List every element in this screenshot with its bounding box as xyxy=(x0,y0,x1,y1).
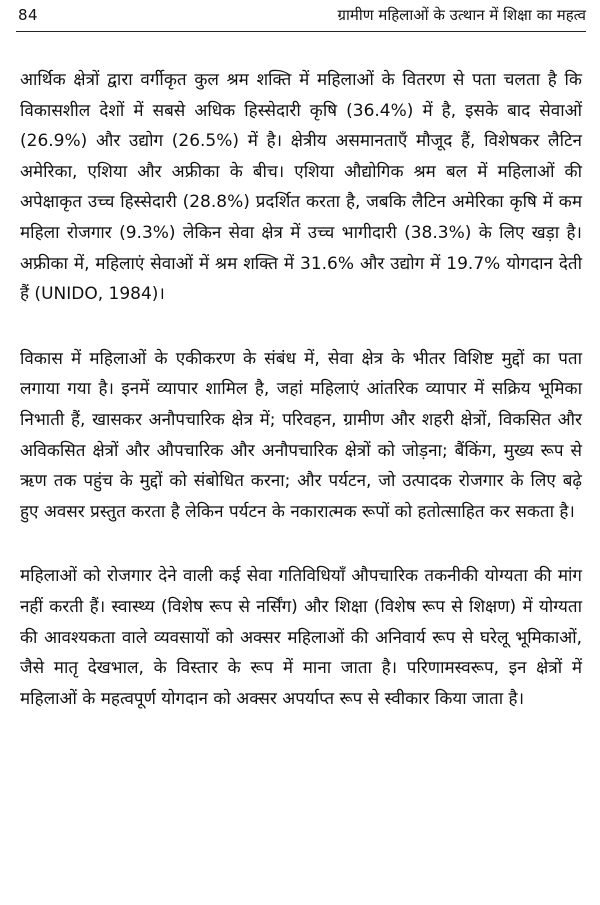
running-title: ग्रामीण महिलाओं के उत्थान में शिक्षा का महत्व xyxy=(337,6,586,24)
body-text xyxy=(20,65,582,714)
paragraph-3: महिलाओं को रोजगार देने वाली कई सेवा गतिविधियाँ औपचारिक तकनीकी योग्यता की मांग नहीं करती हैं। स्वास्थ्य (विशेष रूप से नर्सिंग) और शिक्षा (विशेष रूप से शिक्षण) में योग्यता की आवश्यकता वाले व्यवसायों को अक्सर महिलाओं की अनिवार्य रूप से घरेलू भूमिकाओं, जैसे मातृ देखभाल, के विस्तार के रूप में माना जाता है। परिणामस्वरूप, इन क्षेत्रों में महिलाओं के महत्वपूर्ण योगदान को अक्सर अपर्याप्त रूप से स्वीकार किया जाता है। xyxy=(20,566,582,709)
page-number: 84 xyxy=(18,6,39,24)
paragraph-1: आर्थिक क्षेत्रों द्वारा वर्गीकृत कुल श्रम शक्ति में महिलाओं के वितरण से पता चलता है कि विकासशील देशों में सबसे अधिक हिस्सेदारी कृषि (36.4%) में है, इसके बाद सेवाओं (26.9%) और उद्योग (26.5%) में है। क्षेत्रीय असमानताएँ मौजूद हैं, विशेषकर लैटिन अमेरिका, एशिया और अफ्रीका के बीच। एशिया औद्योगिक श्रम बल में महिलाओं की अपेक्षाकृत उच्च हिस्सेदारी (28.8%) प्रदर्शित करता है, जबकि लैटिन अमेरिका कृषि में कम महिला रोजगार (9.3%) लेकिन सेवा क्षेत्र में उच्च भागीदारी (38.3%) के लिए खड़ा है। अफ्रीका में, महिलाएं सेवाओं में श्रम शक्ति में 31.6% और उद्योग में 19.7% योगदान देती हैं (UNIDO, 1984)। xyxy=(20,70,582,305)
paragraph-2: विकास में महिलाओं के एकीकरण के संबंध में, सेवा क्षेत्र के भीतर विशिष्ट मुद्दों का पता लगाया गया है। इनमें व्यापार शामिल है, जहां महिलाएं आंतरिक व्यापार में सक्रिय भूमिका निभाती हैं, खासकर अनौपचारिक क्षेत्र में; परिवहन, ग्रामीण और शहरी क्षेत्रों, विकसित और अविकसित क्षेत्रों और औपचारिक और अनौपचारिक क्षेत्रों को जोड़ना; बैंकिंग, मुख्य रूप से ऋण तक पहुंच के मुद्दों को संबोधित करना; और पर्यटन, जो उत्पादक रोजगार के लिए बढ़े हुए अवसर प्रस्तुत करता है लेकिन पर्यटन के नकारात्मक रूपों को हतोत्साहित कर सकता है। xyxy=(20,348,582,522)
header-rule xyxy=(16,31,586,32)
page-header xyxy=(18,4,586,28)
